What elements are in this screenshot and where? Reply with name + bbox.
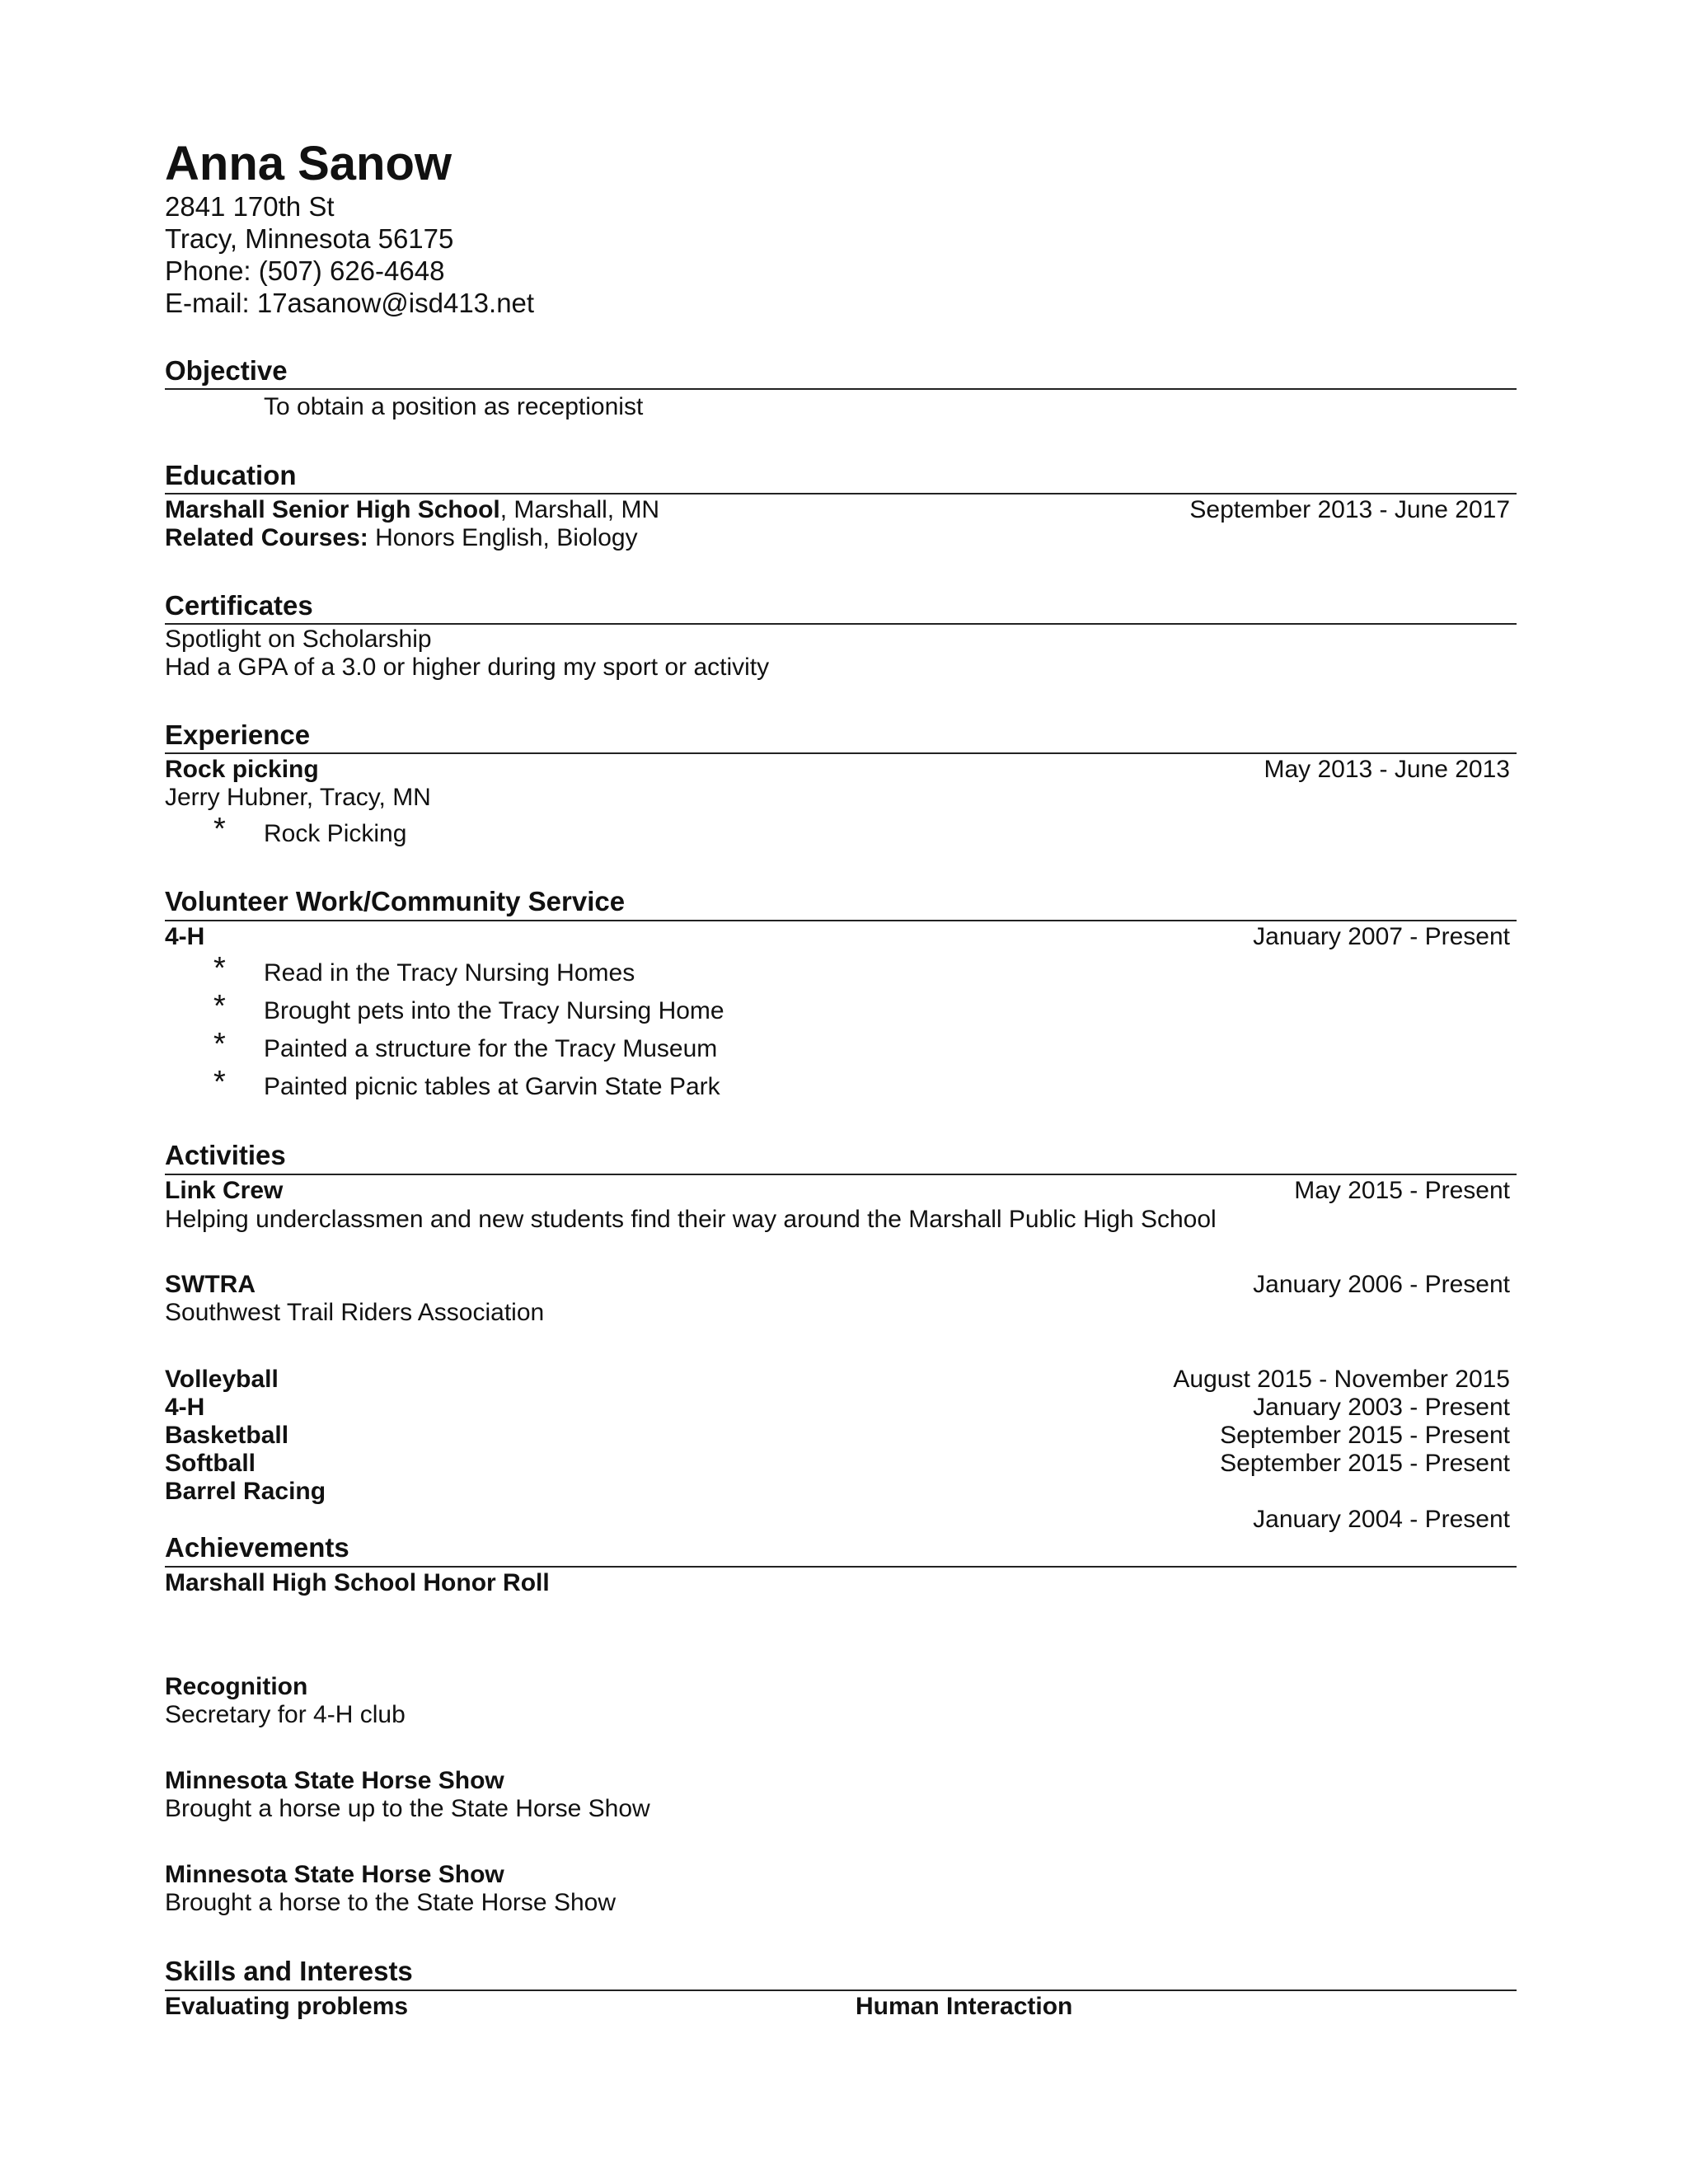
education-heading: Education: [165, 460, 297, 490]
address-line-2: Tracy, Minnesota 56175: [165, 223, 454, 254]
activity-title: Basketball: [165, 1422, 289, 1449]
skill-item: Evaluating problems: [165, 1993, 409, 2020]
activities-heading: Activities: [165, 1140, 286, 1170]
activity-title: SWTRA: [165, 1271, 256, 1298]
activity-title: 4-H: [165, 1394, 205, 1421]
skills-heading: Skills and Interests: [165, 1956, 413, 1986]
related-courses: [165, 523, 638, 553]
experience-bullet: Rock Picking: [264, 820, 407, 847]
activity-dates: September 2015 - Present: [1220, 1422, 1510, 1449]
school-location: , Marshall, MN: [499, 496, 660, 523]
volunteer-title: 4-H: [165, 923, 205, 950]
experience-title: Rock picking: [165, 756, 319, 783]
activity-desc: Helping underclassmen and new students find their way around the Marshall Public High School: [165, 1206, 1217, 1233]
bullet-icon: *: [213, 1065, 226, 1099]
activity-title: Link Crew: [165, 1177, 284, 1204]
related-courses-list: Honors English, Biology: [368, 524, 638, 551]
phone: Phone: (507) 626-4648: [165, 255, 445, 286]
bullet-icon: *: [213, 951, 226, 986]
activity-dates: January 2004 - Present: [1253, 1506, 1510, 1533]
activity-dates: January 2006 - Present: [1253, 1271, 1510, 1298]
achievement-desc: Secretary for 4-H club: [165, 1701, 406, 1728]
objective-heading: Objective: [165, 355, 288, 386]
achievement-desc: Brought a horse to the State Horse Show: [165, 1889, 616, 1916]
email: E-mail: 17asanow@isd413.net: [165, 288, 535, 318]
bullet-icon: *: [213, 989, 226, 1024]
education-dates: September 2013 - June 2017: [1189, 496, 1510, 523]
activities-divider: [165, 1174, 1517, 1175]
achievement-title: Marshall High School Honor Roll: [165, 1569, 550, 1596]
achievements-heading: Achievements: [165, 1532, 349, 1563]
skill-item: Human Interaction: [856, 1993, 1073, 2020]
activity-dates: September 2015 - Present: [1220, 1450, 1510, 1477]
objective-text: To obtain a position as receptionist: [264, 393, 644, 420]
education-school-line: [165, 495, 659, 525]
volunteer-dates: January 2007 - Present: [1253, 923, 1510, 950]
bullet-icon: *: [213, 1027, 226, 1062]
experience-divider: [165, 752, 1517, 754]
activity-title: Softball: [165, 1450, 256, 1477]
activity-desc: Southwest Trail Riders Association: [165, 1299, 545, 1326]
experience-dates: May 2013 - June 2013: [1264, 756, 1510, 783]
achievements-divider: [165, 1566, 1517, 1568]
education-divider: [165, 493, 1517, 494]
achievement-title: Minnesota State Horse Show: [165, 1861, 504, 1888]
bullet-icon: *: [213, 812, 226, 846]
achievement-title: Recognition: [165, 1673, 308, 1700]
achievement-title: Minnesota State Horse Show: [165, 1767, 504, 1794]
related-courses-label: Related Courses:: [165, 524, 368, 551]
certificate-title: Spotlight on Scholarship: [165, 626, 432, 653]
activity-title: Barrel Racing: [165, 1478, 326, 1505]
volunteer-bullet: Painted picnic tables at Garvin State Park: [264, 1073, 720, 1100]
experience-heading: Experience: [165, 719, 311, 750]
certificates-heading: Certificates: [165, 590, 313, 621]
school-name: Marshall Senior High School: [165, 496, 500, 523]
volunteer-bullet: Read in the Tracy Nursing Homes: [264, 959, 635, 987]
volunteer-bullet: Painted a structure for the Tracy Museum: [264, 1035, 718, 1062]
skills-divider: [165, 1990, 1517, 1991]
activity-dates: January 2003 - Present: [1253, 1394, 1510, 1421]
volunteer-bullet: Brought pets into the Tracy Nursing Home: [264, 997, 724, 1024]
activity-dates: August 2015 - November 2015: [1173, 1366, 1510, 1393]
resume-name: Anna Sanow: [165, 137, 452, 190]
volunteer-heading: Volunteer Work/Community Service: [165, 886, 626, 916]
certificate-desc: Had a GPA of a 3.0 or higher during my sport or activity: [165, 654, 770, 681]
address-line-1: 2841 170th St: [165, 191, 335, 222]
volunteer-divider: [165, 920, 1517, 921]
experience-employer: Jerry Hubner, Tracy, MN: [165, 784, 431, 811]
achievement-desc: Brought a horse up to the State Horse Show: [165, 1795, 650, 1822]
activity-title: Volleyball: [165, 1366, 279, 1393]
activity-dates: May 2015 - Present: [1294, 1177, 1510, 1204]
objective-divider: [165, 388, 1517, 390]
